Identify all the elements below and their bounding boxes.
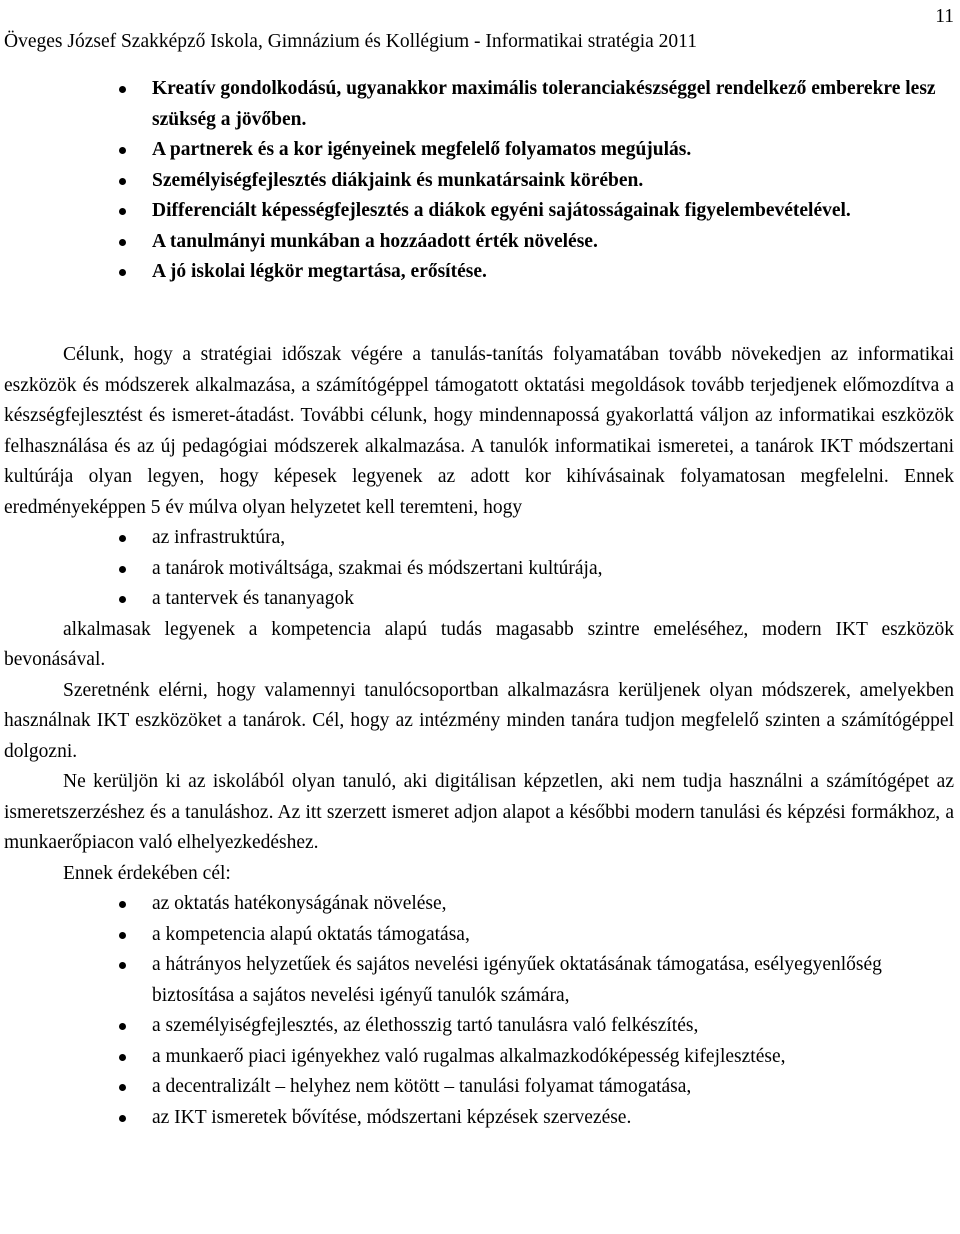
document-header: Öveges József Szakképző Iskola, Gimnázium és Kollégium - Informatikai stratégia 2011 <box>4 31 697 52</box>
list-item: az oktatás hatékonyságának növelése, <box>4 889 954 920</box>
list-item: A partnerek és a kor igényeinek megfelelő folyamatos megújulás. <box>0 135 960 166</box>
list-item: a személyiségfejlesztés, az élethosszig tartó tanulásra való felkészítés, <box>4 1011 954 1042</box>
goals-list <box>4 889 954 1133</box>
list-item: Differenciált képességfejlesztés a diákok egyéni sajátosságainak figyelembevételével. <box>0 196 960 227</box>
list-item: a munkaerő piaci igényekhez való rugalmas alkalmazkodóképesség kifejlesztése, <box>4 1042 954 1073</box>
bold-goal-list <box>0 74 960 288</box>
paragraph: alkalmasak legyenek a kompetencia alapú tudás magasabb szintre emeléséhez, modern IKT eszközök bevonásával. <box>4 618 954 670</box>
list-item: az IKT ismeretek bővítése, módszertani képzések szervezése. <box>4 1103 954 1134</box>
list-item: a hátrányos helyzetűek és sajátos nevelési igényűek oktatásának támogatása, esélyegyenlőség biztosítása a sajátos nevelési igényű tanulók számára, <box>4 950 954 1011</box>
paragraph: Célunk, hogy a stratégiai időszak végére a tanulás-tanítás folyamatában tovább növekedjen az informatikai eszközök és módszerek alkalmazása, a számítógéppel támogatott oktatási megoldások tovább terjedjenek előmozdítva a készségfejlesztést és ismeret-átadást. További célunk, hogy mindennapossá gyakorlattá váljon az informatikai eszközök felhasználása és az új pedagógiai módszerek alkalmazása. A tanulók informatikai ismeretei, a tanárok IKT módszertani kultúrája olyan legyen, hogy képesek legyenek az adott kor kihívásainak folyamatosan megfelelni. Ennek eredményeképpen 5 év múlva olyan helyzetet kell teremteni, hogy <box>4 344 954 518</box>
body-text <box>4 340 954 1133</box>
list-item: az infrastruktúra, <box>4 523 954 554</box>
list-item: A tanulmányi munkában a hozzáadott érték növelése. <box>0 227 960 258</box>
paragraph: Szeretnénk elérni, hogy valamennyi tanulócsoportban alkalmazásra kerüljenek olyan módszerek, amelyekben használnak IKT eszközöket a tanárok. Cél, hogy az intézmény minden tanára tudjon megfelelő szinten a számítógéppel dolgozni. <box>4 679 954 762</box>
list-item: a tanárok motiváltsága, szakmai és módszertani kultúrája, <box>4 554 954 585</box>
page-number: 11 <box>935 6 954 27</box>
infrastructure-list <box>4 523 954 615</box>
list-item: a kompetencia alapú oktatás támogatása, <box>4 920 954 951</box>
paragraph: Ne kerüljön ki az iskolából olyan tanuló, aki digitálisan képzetlen, aki nem tudja használni a számítógépet az ismeretszerzéshez és a tanuláshoz. Az itt szerzett ismeret adjon alapot a későbbi modern tanulási és képzési formákhoz, a munkaerőpiacon való elhelyezkedéshez. <box>4 771 954 853</box>
list-item: a decentralizált – helyhez nem kötött – tanulási folyamat támogatása, <box>4 1072 954 1103</box>
list-item: Személyiségfejlesztés diákjaink és munkatársaink körében. <box>0 166 960 197</box>
list-item: A jó iskolai légkör megtartása, erősítése. <box>0 257 960 288</box>
paragraph: Ennek érdekében cél: <box>63 862 231 884</box>
list-item: a tantervek és tananyagok <box>4 584 954 615</box>
list-item: Kreatív gondolkodású, ugyanakkor maximális toleranciakészséggel rendelkező emberekre lesz szükség a jövőben. <box>0 74 960 135</box>
